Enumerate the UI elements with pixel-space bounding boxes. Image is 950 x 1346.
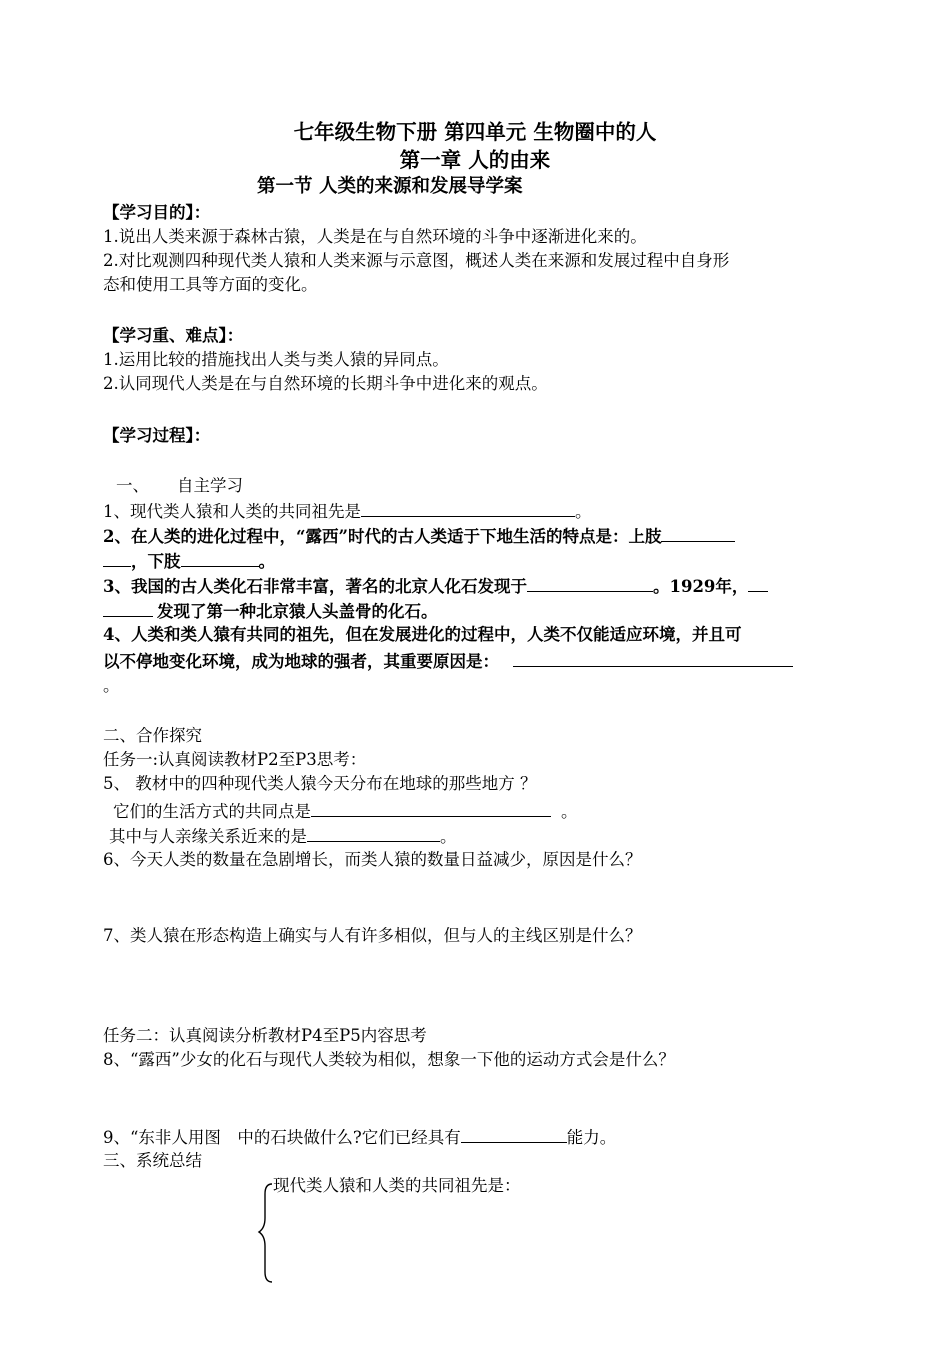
self-study-title: 自主学习: [177, 476, 243, 495]
q5b-blank[interactable]: [307, 824, 440, 842]
q1-blank[interactable]: [361, 499, 575, 517]
question-4-line2: [103, 649, 793, 673]
question-9: [103, 1125, 616, 1149]
objectives-heading: 【学习目的】：: [103, 203, 211, 222]
task-1: 任务一:认真阅读教材P2至P3思考：: [103, 750, 367, 769]
question-7: 7、类人猿在形态构造上确实与人有许多相似，但与人的主线区别是什么？: [103, 926, 642, 945]
q1-end: 。: [575, 502, 592, 521]
q2-blank-upper-a[interactable]: [661, 524, 735, 542]
key-points-heading: 【学习重、难点】：: [103, 326, 244, 345]
page-title-line1: 七年级生物下册 第四单元 生物圈中的人: [293, 120, 657, 144]
q3-blank-person-a[interactable]: [748, 574, 768, 592]
cooperative-heading: 二、合作探究: [103, 726, 202, 745]
question-2-line2: [103, 549, 275, 573]
q9-end: 能力。: [566, 1128, 617, 1147]
q5b-text: 其中与人亲缘关系近来的是: [109, 827, 307, 846]
question-5: 5、 教材中的四种现代类人猿今天分布在地球的那些地方 ？: [103, 774, 537, 793]
key-point-item-2: 2.认同现代人类是在与自然环境的长期斗争中进化来的观点。: [103, 374, 548, 393]
q9-text: 9、“东非人用图 中的石块做什么?它们已经具有: [103, 1128, 461, 1147]
q3-text-a: 3、我国的古人类化石非常丰富，著名的北京人化石发现于: [103, 577, 527, 596]
summary-brace-text: 现代类人猿和人类的共同祖先是：: [273, 1176, 521, 1195]
question-8: 8、“露西”少女的化石与现代人类较为相似，想象一下他的运动方式会是什么？: [103, 1050, 675, 1069]
q4-text: 以不停地变化环境，成为地球的强者，其重要原因是：: [103, 652, 499, 671]
q2-blank-upper-b[interactable]: [103, 549, 131, 567]
q3-blank-person-b[interactable]: [103, 599, 153, 617]
q2-end: 。: [258, 552, 275, 571]
summary-brace-shape: [259, 1184, 272, 1282]
q2-text-a: 2、在人类的进化过程中，“露西”时代的古人类适于下地生活的特点是：上肢: [103, 527, 662, 546]
process-heading: 【学习过程】：: [103, 426, 211, 445]
self-study-heading: [116, 475, 243, 497]
question-3-line1: [103, 574, 768, 598]
objective-item-2: 2.对比观测四种现代类人猿和人类来源与示意图，概述人类在来源和发展过程中自身形: [103, 251, 730, 270]
question-4-end: 。: [103, 676, 120, 695]
q5a-end: 。: [561, 802, 578, 821]
page-title-line2: 第一章 人的由来: [399, 148, 551, 172]
q2-text-b: ，下肢: [131, 552, 181, 571]
q3-blank-location[interactable]: [527, 574, 653, 592]
q9-blank[interactable]: [461, 1125, 567, 1143]
q5a-text: 它们的生活方式的共同点是: [113, 802, 311, 821]
question-5b: [109, 824, 457, 848]
q3-text-c: 发现了第一种北京猿人头盖骨的化石。: [157, 602, 438, 621]
q5b-end: 。: [440, 827, 457, 846]
objective-item-1: 1.说出人类来源于森林古猿，人类是在与自然环境的斗争中逐渐进化来的。: [103, 227, 647, 246]
q3-text-b: 。1929年，: [652, 577, 749, 596]
q4-blank[interactable]: [513, 649, 793, 667]
page-title-line3: 第一节 人类的来源和发展导学案: [257, 176, 523, 197]
objective-item-2-cont: 态和使用工具等方面的变化。: [103, 275, 318, 294]
question-5a: [113, 799, 578, 823]
q5a-blank[interactable]: [311, 799, 551, 817]
q1-text: 1、现代类人猿和人类的共同祖先是: [103, 502, 361, 521]
task-2: 任务二：认真阅读分析教材P4至P5内容思考: [103, 1026, 427, 1045]
key-point-item-1: 1.运用比较的措施找出人类与类人猿的异同点。: [103, 350, 449, 369]
question-4-line1: 4、人类和类人猿有共同的祖先，但在发展进化的过程中，人类不仅能适应环境，并且可: [103, 625, 742, 644]
summary-heading: 三、系统总结: [103, 1151, 202, 1170]
q2-blank-lower[interactable]: [181, 549, 259, 567]
question-2-line1: [103, 524, 735, 548]
question-1: [103, 499, 592, 523]
question-3-line2: [103, 599, 438, 623]
self-study-number: 一、: [116, 476, 149, 495]
question-6: 6、今天人类的数量在急剧增长，而类人猿的数量日益减少，原因是什么？: [103, 850, 642, 869]
